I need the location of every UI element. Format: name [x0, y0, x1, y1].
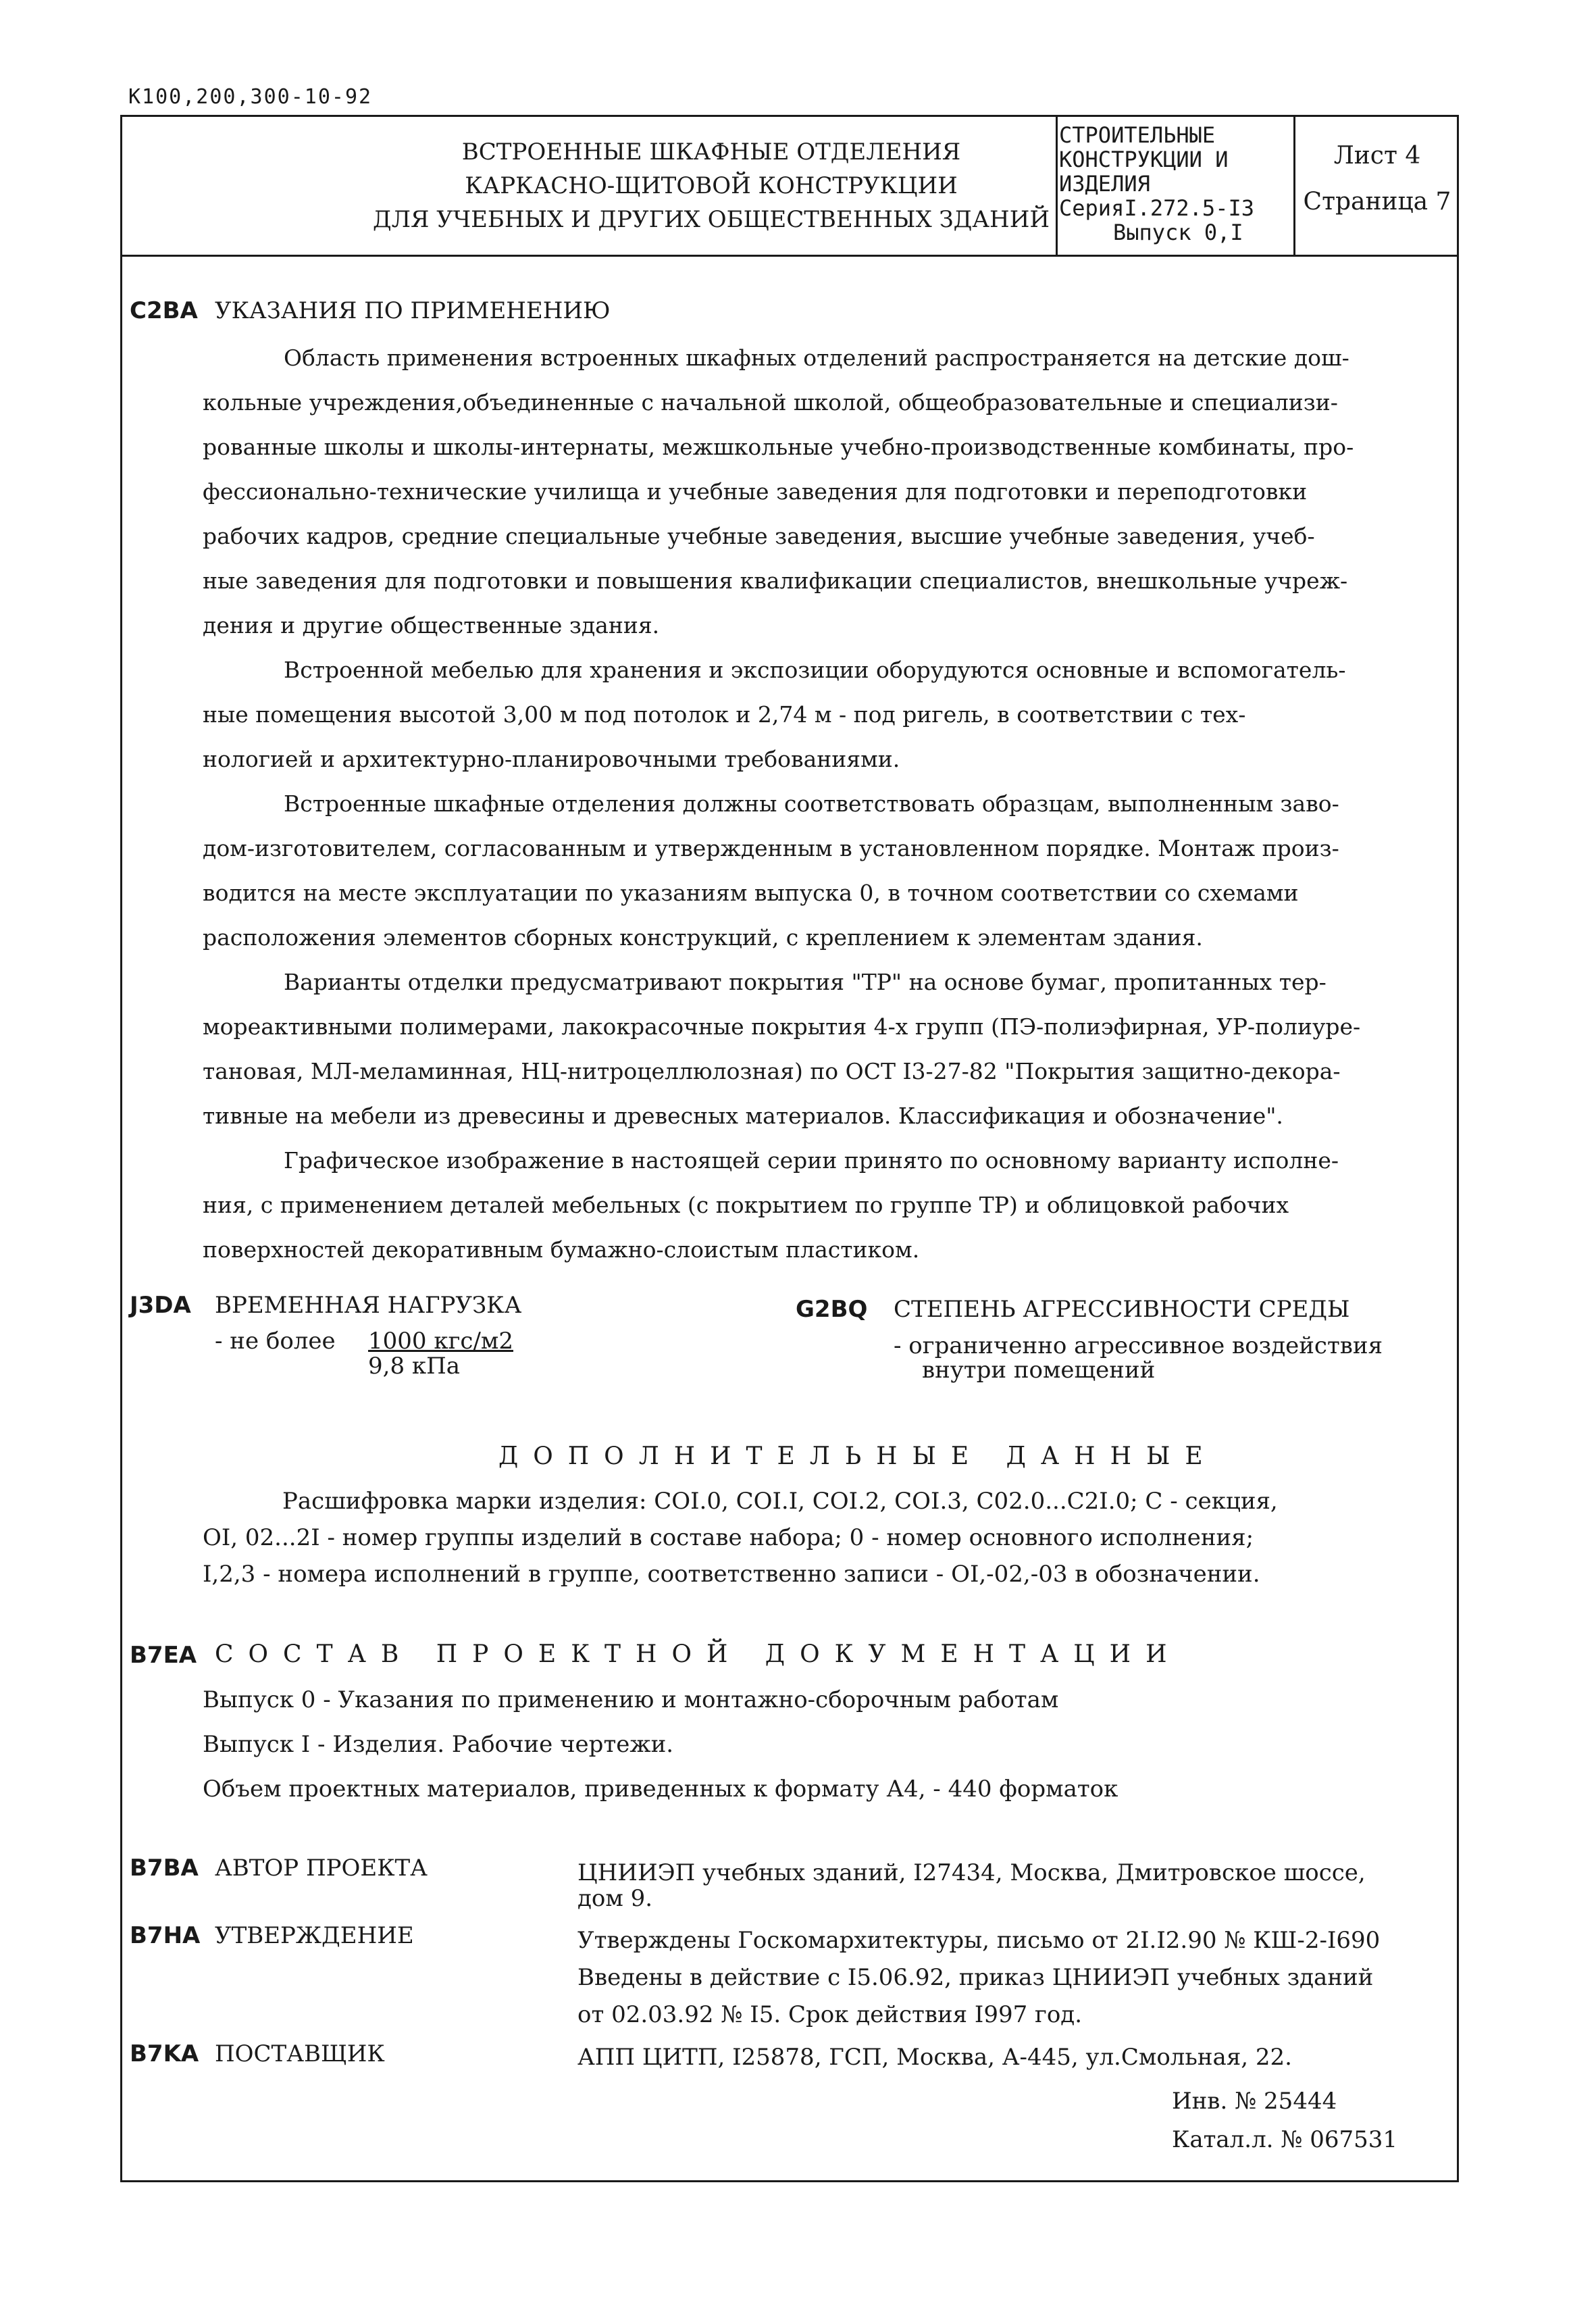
aggressiveness-code: G2BQ [796, 1296, 868, 1323]
series-line: КОНСТРУКЦИИ И [1059, 147, 1229, 172]
document-title [282, 135, 1140, 236]
text-line: Встроенной мебелью для хранения и экспозиции оборудуются основные и вспомогатель- [284, 657, 1346, 683]
title-block [120, 115, 1459, 257]
approval-line: от 02.03.92 № I5. Срок действия I997 год. [577, 2001, 1083, 2028]
text-line: Область применения встроенных шкафных отделений распространяется на детские дош- [284, 345, 1349, 371]
text-line: мореактивными полимерами, лакокрасочные покрытия 4-х групп (ПЭ-полиэфирная, УР-полиуре- [203, 1013, 1361, 1040]
series-line: СТРОИТЕЛЬНЫЕ [1059, 122, 1216, 148]
text-line: тановая, МЛ-меламинная, НЦ-нитроцеллюлозная) по ОСТ I3-27-82 "Покрытия защитно-декора- [203, 1058, 1341, 1084]
text-line: дения и другие общественные здания. [203, 612, 660, 638]
title-line: ВСТРОЕННЫЕ ШКАФНЫЕ ОТДЕЛЕНИЯ [461, 139, 961, 166]
author-heading: АВТОР ПРОЕКТА [215, 1855, 428, 1882]
series-number: СерияI.272.5-I3 [1059, 195, 1254, 221]
text-line: рабочих кадров, средние специальные учебные заведения, высшие учебные заведения, учеб- [203, 523, 1315, 549]
text-line: поверхностей декоративным бумажно-слоистым пластиком. [203, 1236, 920, 1263]
usage-text [203, 336, 1432, 1272]
text-line: дом-изготовителем, согласованным и утвержденным в установленном порядке. Монтаж произ- [203, 835, 1339, 861]
load-prefix: - не более [215, 1328, 336, 1355]
text-line: расположения элементов сборных конструкций, с креплением к элементам здания. [203, 924, 1203, 951]
issue-number: Выпуск 0,I [1113, 220, 1243, 245]
text-line: нологией и архитектурно-планировочными требованиями. [203, 746, 900, 772]
additional-line: I,2,3 - номера исполнений в группе, соответственно записи - OI,-02,-03 в обозначении. [203, 1561, 1260, 1588]
text-line: Встроенные шкафные отделения должны соответствовать образцам, выполненным заво- [284, 790, 1339, 817]
composition-line: Выпуск I - Изделия. Рабочие чертежи. [203, 1731, 674, 1758]
text-line: Графическое изображение в настоящей серии принято по основному варианту исполне- [284, 1147, 1339, 1174]
author-code: B7BA [130, 1855, 199, 1882]
additional-heading: ДОПОЛНИТЕЛЬНЫЕ ДАННЫЕ [498, 1442, 1218, 1470]
usage-heading: УКАЗАНИЯ ПО ПРИМЕНЕНИЮ [215, 297, 611, 324]
catalog-number: Катал.л. № 067531 [1172, 2126, 1398, 2153]
composition-line: Выпуск 0 - Указания по применению и монтажно-сборочным работам [203, 1686, 1059, 1713]
document-code: К100,200,300-10-92 [128, 85, 373, 109]
text-line: ния, с применением деталей мебельных (с покрытием по группе ТР) и облицовкой рабочих [203, 1192, 1289, 1218]
supplier-code: B7KA [130, 2040, 199, 2067]
title-line: КАРКАСНО-ЩИТОВОЙ КОНСТРУКЦИИ [465, 172, 958, 199]
text-line: тивные на мебели из древесины и древесных материалов. Классификация и обозначение". [203, 1103, 1283, 1129]
supplier-heading: ПОСТАВЩИК [215, 2040, 385, 2067]
text-line: водится на месте эксплуатации по указаниям выпуска 0, в точном соответствии со схемами [203, 880, 1299, 906]
load-heading: ВРЕМЕННАЯ НАГРУЗКА [215, 1292, 522, 1319]
composition-code: B7EA [130, 1642, 197, 1669]
approval-line: Введены в действие с I5.06.92, приказ ЦНИИЭП учебных зданий [577, 1964, 1374, 1991]
aggressiveness-heading: СТЕПЕНЬ АГРЕССИВНОСТИ СРЕДЫ [894, 1296, 1350, 1323]
author-line: дом 9. [577, 1885, 653, 1912]
load-denominator: 9,8 кПа [368, 1353, 461, 1380]
approval-heading: УТВЕРЖДЕНИЕ [215, 1922, 414, 1949]
approval-line: Утверждены Госкомархитектуры, письмо от 2I.I2.90 № КШ-2-I690 [577, 1927, 1381, 1954]
text-line: фессионально-технические училища и учебные заведения для подготовки и переподготовки [203, 478, 1308, 505]
sheet-block [1295, 115, 1459, 255]
usage-code: C2BA [130, 297, 198, 324]
composition-heading: СОСТАВ ПРОЕКТНОЙ ДОКУМЕНТАЦИИ [215, 1640, 1182, 1668]
additional-line: Расшифровка марки изделия: COI.0, COI.I, COI.2, COI.3, C02.0...C2I.0; С - секция, [282, 1488, 1278, 1515]
aggressiveness-line: - ограниченно агрессивное воздействия [894, 1332, 1383, 1359]
additional-line: OI, 02...2I - номер группы изделий в составе набора; 0 - номер основного исполнения; [203, 1524, 1254, 1551]
load-numerator: 1000 кгс/м2 [368, 1328, 513, 1355]
composition-line: Объем проектных материалов, приведенных к формату А4, - 440 форматок [203, 1776, 1118, 1803]
inventory-number: Инв. № 25444 [1172, 2088, 1337, 2115]
page-number: Страница 7 [1303, 188, 1451, 216]
text-line: Варианты отделки предусматривают покрытия "ТР" на основе бумаг, пропитанных тер- [284, 969, 1327, 995]
title-line: ДЛЯ УЧЕБНЫХ И ДРУГИХ ОБЩЕСТВЕННЫХ ЗДАНИЙ [372, 206, 1050, 233]
supplier-line: АПП ЦИТП, I25878, ГСП, Москва, А-445, ул.Смольная, 22. [577, 2044, 1292, 2071]
text-line: кольные учреждения,объединенные с начальной школой, общеобразовательные и специализи- [203, 389, 1338, 416]
text-line: ные помещения высотой 3,00 м под потолок и 2,74 м - под ригель, в соответствии с тех- [203, 701, 1246, 728]
aggressiveness-line: внутри помещений [922, 1357, 1156, 1384]
text-line: рованные школы и школы-интернаты, межшкольные учебно-производственные комбинаты, про- [203, 434, 1354, 460]
text-line: ные заведения для подготовки и повышения квалификации специалистов, внешкольные учреж- [203, 568, 1348, 594]
author-line: ЦНИИЭП учебных зданий, I27434, Москва, Дмитровское шоссе, [577, 1859, 1366, 1886]
sheet-number: Лист 4 [1333, 142, 1421, 170]
load-code: J3DA [130, 1292, 191, 1319]
approval-code: B7HA [130, 1922, 201, 1949]
series-line: ИЗДЕЛИЯ [1059, 171, 1150, 197]
